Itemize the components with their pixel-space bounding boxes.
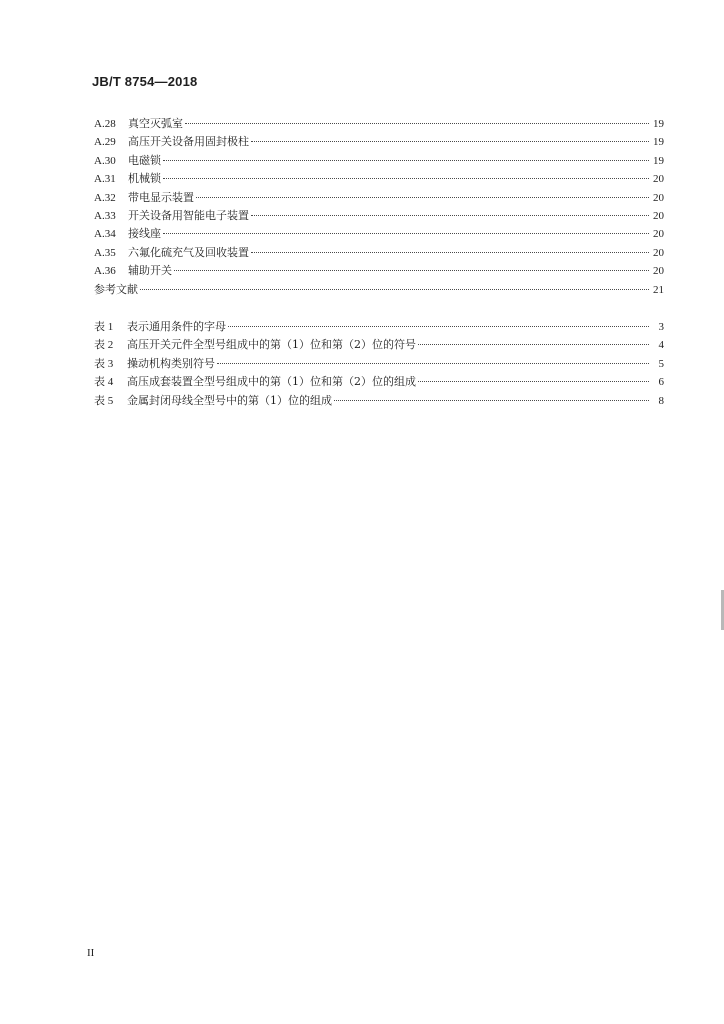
toc-entry-page: 20 xyxy=(653,209,664,222)
toc-entry-number: A.29 xyxy=(94,136,116,149)
toc-leader-dots xyxy=(251,215,649,216)
toc-entry-page: 20 xyxy=(653,246,664,259)
toc-entry-title: 辅助开关 xyxy=(128,264,172,278)
table-entry-page: 8 xyxy=(658,394,664,407)
toc-entry[interactable] xyxy=(94,152,664,170)
toc-leader-dots xyxy=(163,160,649,161)
toc-entry-page: 21 xyxy=(653,283,664,296)
toc-entry-title: 真空灭弧室 xyxy=(128,117,183,130)
toc-entry[interactable] xyxy=(94,244,664,262)
toc-entry-references[interactable] xyxy=(94,281,664,299)
toc-entry-title: 带电显示装置 xyxy=(128,190,194,204)
table-toc-entry[interactable] xyxy=(94,392,664,410)
page-number-footer: II xyxy=(87,947,95,959)
toc-leader-dots xyxy=(163,233,649,234)
toc-entry-page: 20 xyxy=(653,191,664,204)
table-toc-entry[interactable] xyxy=(94,318,664,336)
toc-entry-title: 高压开关设备用固封极柱 xyxy=(128,135,249,149)
table-entry-page: 6 xyxy=(658,376,664,389)
table-entry-page: 4 xyxy=(658,339,664,352)
table-toc-entry[interactable] xyxy=(94,355,664,373)
toc-leader-dots xyxy=(217,363,649,364)
tables-toc-list xyxy=(94,318,664,410)
toc-entry[interactable] xyxy=(94,225,664,243)
toc-entry[interactable] xyxy=(94,207,664,225)
table-entry-number: 表 5 xyxy=(94,394,114,407)
toc-entry[interactable] xyxy=(94,133,664,151)
toc-entry-number: A.31 xyxy=(94,173,116,186)
toc-entry-page: 19 xyxy=(653,136,664,149)
table-entry-page: 5 xyxy=(658,357,664,370)
toc-entry[interactable] xyxy=(94,189,664,207)
toc-leader-dots xyxy=(228,326,649,327)
table-toc-entry[interactable] xyxy=(94,373,664,391)
toc-entry-title: 开关设备用智能电子装置 xyxy=(128,208,249,222)
toc-entry-number: A.30 xyxy=(94,154,116,167)
toc-entry-page: 19 xyxy=(653,154,664,167)
toc-entry[interactable] xyxy=(94,115,664,133)
table-entry-number: 表 4 xyxy=(94,376,114,389)
toc-entry-number: A.36 xyxy=(94,265,116,278)
table-toc-entry[interactable] xyxy=(94,336,664,354)
toc-entry-page: 20 xyxy=(653,228,664,241)
toc-entry-page: 19 xyxy=(653,118,664,130)
toc-entry-number: A.32 xyxy=(94,191,116,204)
toc-entry-number: A.33 xyxy=(94,209,116,222)
toc-entry-title: 六氟化硫充气及回收装置 xyxy=(128,245,249,259)
toc-leader-dots xyxy=(185,123,649,124)
table-entry-title: 高压开关元件全型号组成中的第（1）位和第（2）位的符号 xyxy=(127,338,416,352)
table-entry-page: 3 xyxy=(658,321,664,333)
toc-leader-dots xyxy=(334,400,649,401)
toc-leader-dots xyxy=(251,141,649,142)
toc-entry-number: A.34 xyxy=(94,228,116,241)
toc-entry-title: 电磁锁 xyxy=(128,153,161,167)
toc-leader-dots xyxy=(174,270,649,271)
table-entry-title: 高压成套装置全型号组成中的第（1）位和第（2）位的组成 xyxy=(127,375,416,389)
toc-entry[interactable] xyxy=(94,262,664,280)
table-entry-title: 表示通用条件的字母 xyxy=(127,320,226,333)
toc-entry[interactable] xyxy=(94,170,664,188)
toc-leader-dots xyxy=(418,381,649,382)
toc-leader-dots xyxy=(140,289,649,290)
toc-entry-number: A.28 xyxy=(94,118,116,130)
toc-leader-dots xyxy=(251,252,649,253)
table-entry-title: 金属封闭母线全型号中的第（1）位的组成 xyxy=(127,393,332,407)
toc-entry-page: 20 xyxy=(653,173,664,186)
toc-leader-dots xyxy=(163,178,649,179)
toc-leader-dots xyxy=(418,344,649,345)
toc-leader-dots xyxy=(196,197,649,198)
table-entry-number: 表 3 xyxy=(94,357,114,370)
appendix-toc-list xyxy=(94,115,664,299)
standard-code-header: JB/T 8754—2018 xyxy=(92,74,198,89)
toc-entry-title: 参考文献 xyxy=(94,282,138,296)
toc-entry-number: A.35 xyxy=(94,246,116,259)
table-entry-title: 操动机构类别符号 xyxy=(127,356,215,370)
toc-entry-page: 20 xyxy=(653,265,664,278)
table-entry-number: 表 2 xyxy=(94,339,114,352)
table-entry-number: 表 1 xyxy=(94,321,114,333)
toc-entry-title: 接线座 xyxy=(128,227,161,241)
toc-entry-title: 机械锁 xyxy=(128,172,161,186)
